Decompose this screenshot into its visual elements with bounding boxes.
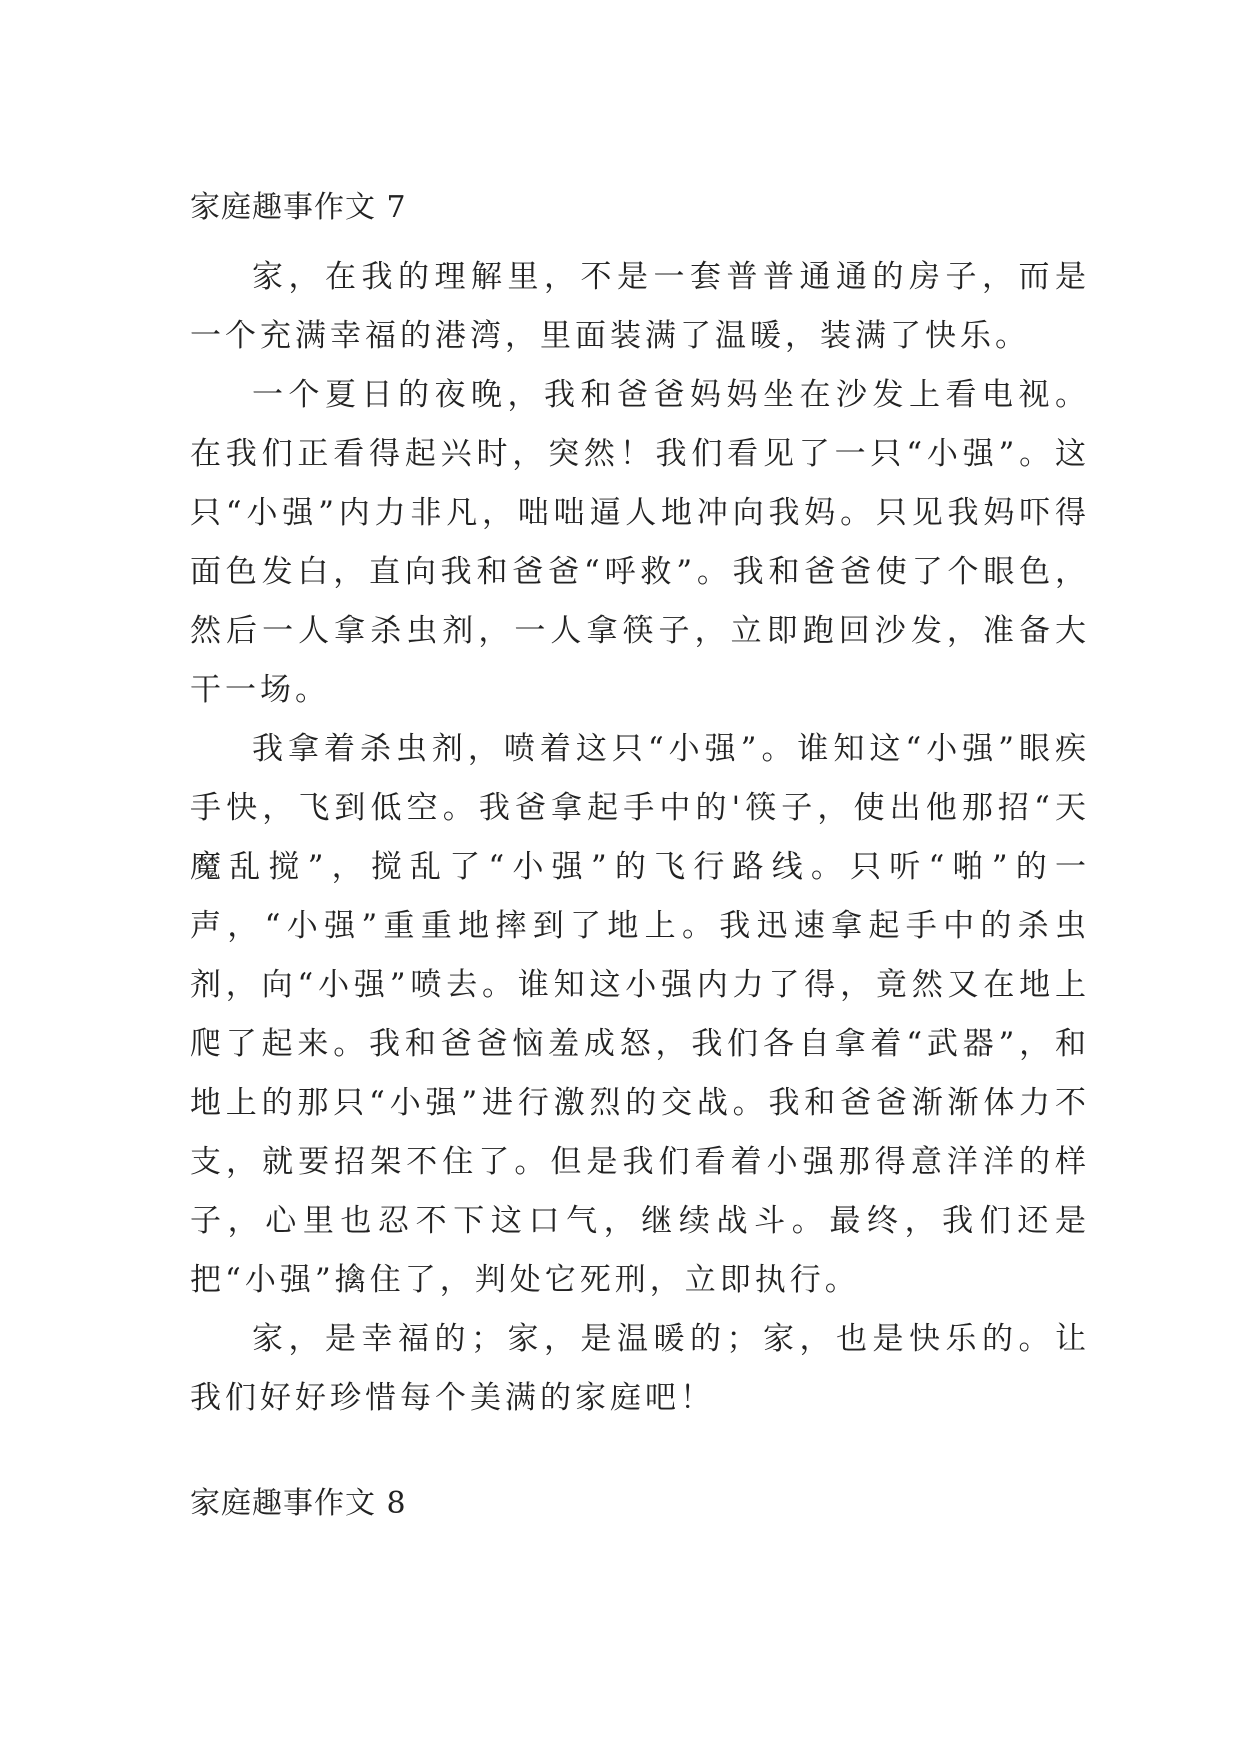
section-gap bbox=[190, 1428, 1090, 1486]
document-body bbox=[190, 190, 1090, 1522]
essay-title-8: 家庭趣事作文 8 bbox=[190, 1486, 407, 1521]
essay-7-paragraph-4: 家，是幸福的；家，是温暖的；家，也是快乐的。让我们好好珍惜每个美满的家庭吧！ bbox=[190, 1321, 1090, 1416]
essay-7-paragraph-2: 一个夏日的夜晚，我和爸爸妈妈坐在沙发上看电视。在我们正看得起兴时，突然！我们看见了一只“小强”。这只“小强”内力非凡，咄咄逼人地冲向我妈。只见我妈吓得面色发白，直向我和爸爸“呼救”。我和爸爸使了个眼色，然后一人拿杀虫剂，一人拿筷子，立即跑回沙发，准备大干一场。 bbox=[190, 377, 1090, 708]
essay-7-paragraph-1: 家，在我的理解里，不是一套普普通通的房子，而是一个充满幸福的港湾，里面装满了温暖，装满了快乐。 bbox=[190, 259, 1090, 354]
essay-7-paragraph-3: 我拿着杀虫剂，喷着这只“小强”。谁知这“小强”眼疾手快，飞到低空。我爸拿起手中的'筷子，使出他那招“天魔乱搅”，搅乱了“小强”的飞行路线。只听“啪”的一声，“小强”重重地摔到了地上。我迅速拿起手中的杀虫剂，向“小强”喷去。谁知这小强内力了得，竟然又在地上爬了起来。我和爸爸恼羞成怒，我们各自拿着“武器”，和地上的那只“小强”进行激烈的交战。我和爸爸渐渐体力不支，就要招架不住了。但是我们看着小强那得意洋洋的样子，心里也忍不下这口气，继续战斗。最终，我们还是把“小强”擒住了，判处它死刑，立即执行。 bbox=[190, 731, 1090, 1298]
essay-title-7: 家庭趣事作文 7 bbox=[190, 190, 407, 225]
